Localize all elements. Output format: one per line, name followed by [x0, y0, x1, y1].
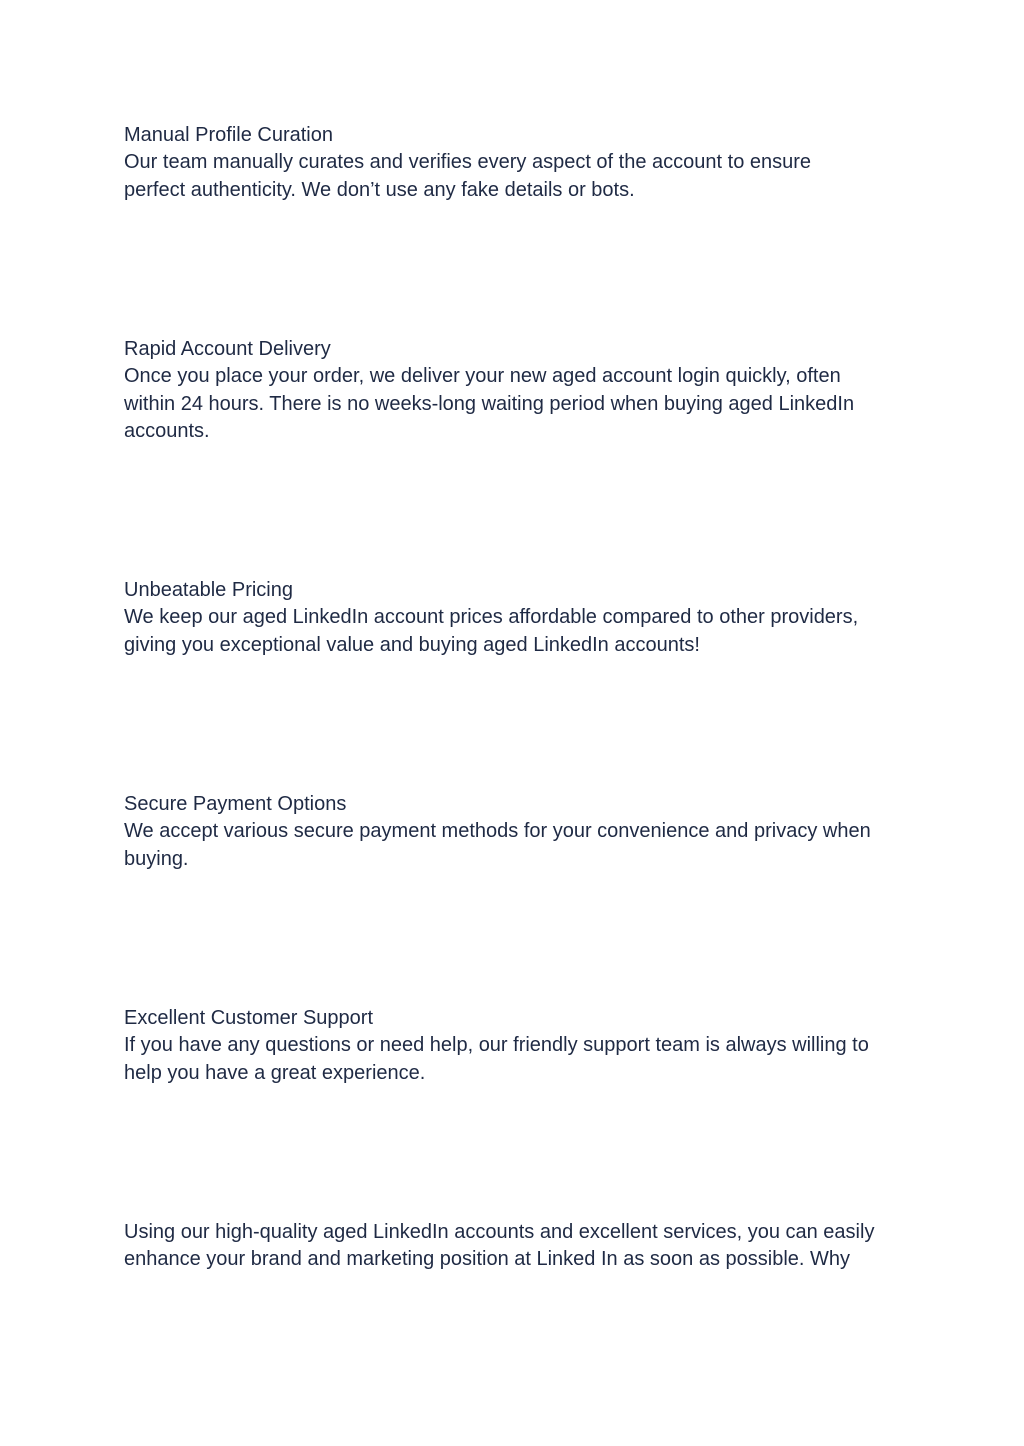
section-body-line: help you have a great experience.	[124, 1061, 426, 1084]
section-body-line: accounts.	[124, 419, 210, 442]
section-body-line: giving you exceptional value and buying aged LinkedIn accounts!	[124, 633, 700, 656]
section-unbeatable-pricing	[124, 577, 914, 659]
section-body-line: Our team manually curates and verifies every aspect of the account to ensure	[124, 151, 812, 174]
section-heading: Manual Profile Curation	[124, 124, 333, 146]
section-excellent-customer-support	[124, 1005, 914, 1087]
closing-line: Using our high-quality aged LinkedIn accounts and excellent services, you can easily	[124, 1221, 875, 1243]
closing-line: enhance your brand and marketing position at Linked In as soon as possible. Why	[124, 1248, 850, 1271]
section-secure-payment-options	[124, 791, 914, 873]
section-rapid-account-delivery	[124, 336, 914, 445]
section-body-line: We keep our aged LinkedIn account prices affordable compared to other providers,	[124, 606, 859, 629]
section-body-line: Once you place your order, we deliver your new aged account login quickly, often	[124, 365, 841, 388]
section-body-line: within 24 hours. There is no weeks-long waiting period when buying aged LinkedIn	[124, 392, 855, 415]
section-body-line: If you have any questions or need help, our friendly support team is always willing to	[124, 1034, 869, 1057]
section-heading: Excellent Customer Support	[124, 1007, 374, 1029]
section-heading: Secure Payment Options	[124, 793, 347, 815]
closing-paragraph	[124, 1219, 914, 1274]
section-body-line: buying.	[124, 847, 189, 870]
section-manual-profile-curation	[124, 122, 914, 204]
section-body-line: perfect authenticity. We don’t use any fake details or bots.	[124, 178, 635, 201]
section-heading: Rapid Account Delivery	[124, 338, 331, 360]
section-body-line: We accept various secure payment methods for your convenience and privacy when	[124, 820, 871, 843]
section-heading: Unbeatable Pricing	[124, 579, 293, 601]
